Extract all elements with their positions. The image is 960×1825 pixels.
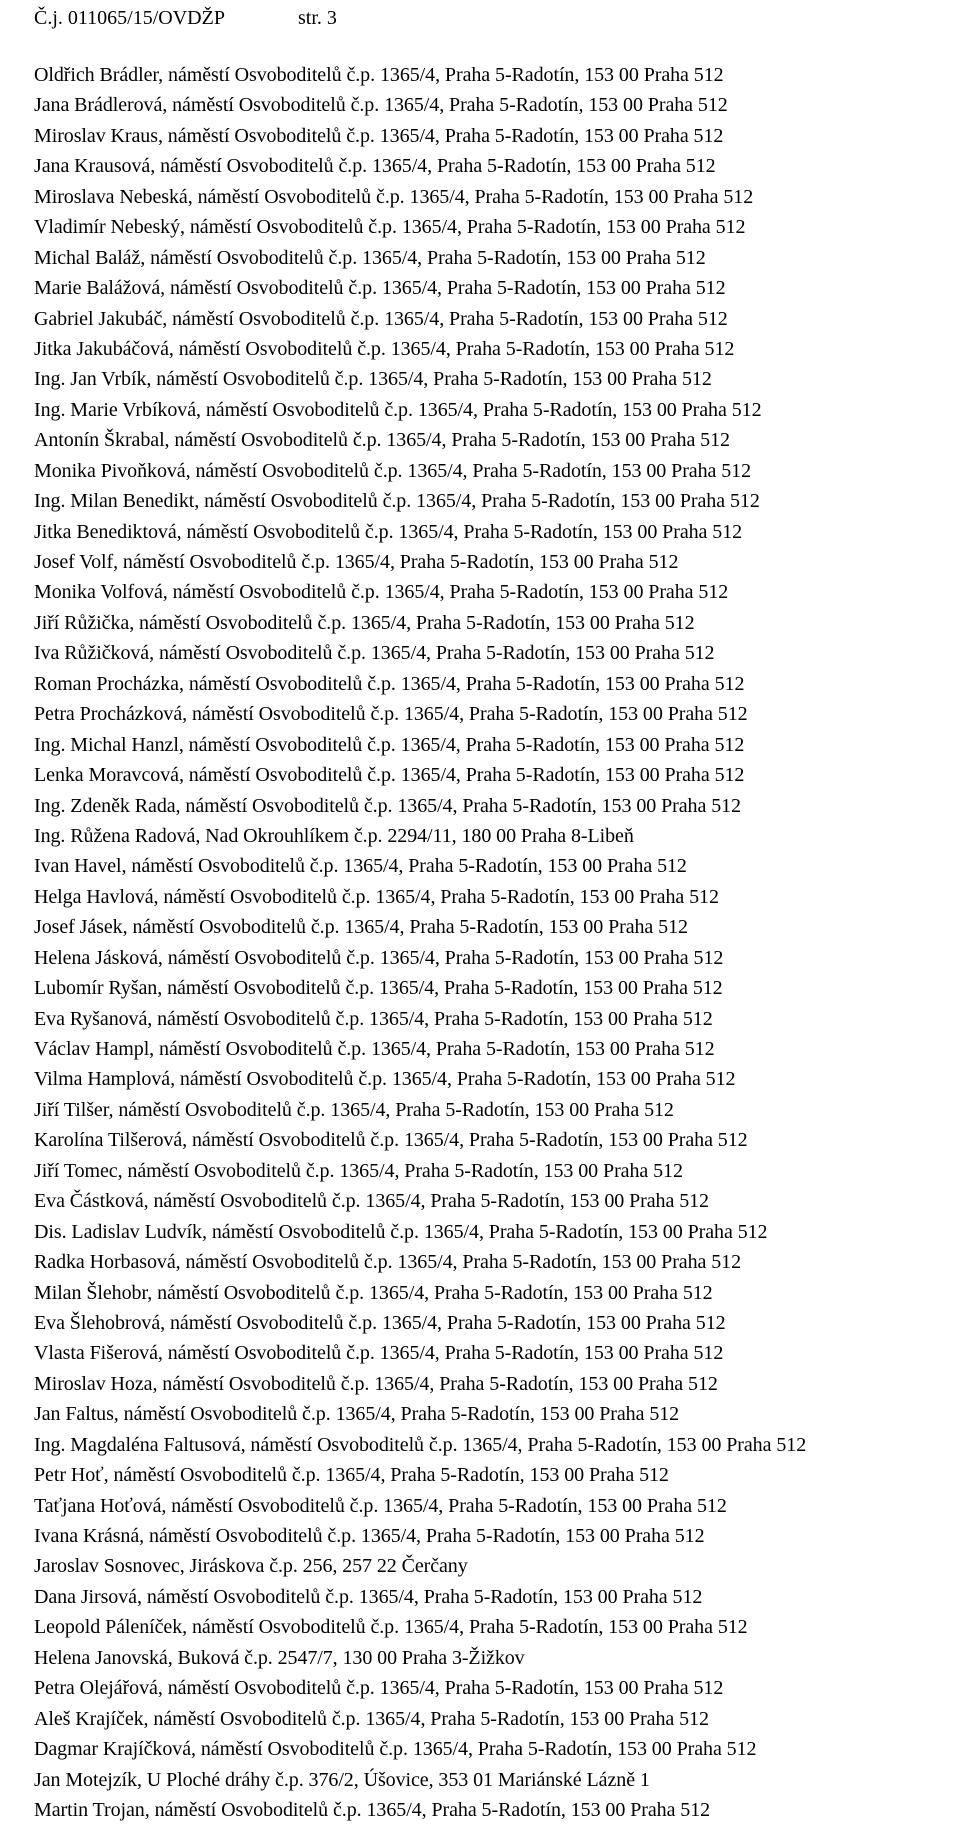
list-item: Jiří Tilšer, náměstí Osvoboditelů č.p. 1365/4, Praha 5-Radotín, 153 00 Praha 512 bbox=[34, 1098, 674, 1121]
list-item: Eva Částková, náměstí Osvoboditelů č.p. 1365/4, Praha 5-Radotín, 153 00 Praha 512 bbox=[34, 1190, 709, 1213]
list-item: Jiří Růžička, náměstí Osvoboditelů č.p. 1365/4, Praha 5-Radotín, 153 00 Praha 512 bbox=[34, 611, 695, 634]
list-item: Helga Havlová, náměstí Osvoboditelů č.p. 1365/4, Praha 5-Radotín, 153 00 Praha 512 bbox=[34, 885, 719, 908]
list-item: Roman Procházka, náměstí Osvoboditelů č.p. 1365/4, Praha 5-Radotín, 153 00 Praha 512 bbox=[34, 672, 745, 695]
list-item: Miroslav Hoza, náměstí Osvoboditelů č.p. 1365/4, Praha 5-Radotín, 153 00 Praha 512 bbox=[34, 1372, 718, 1395]
list-item: Ing. Růžena Radová, Nad Okrouhlíkem č.p. 2294/11, 180 00 Praha 8-Libeň bbox=[34, 824, 634, 847]
list-item: Ivan Havel, náměstí Osvoboditelů č.p. 1365/4, Praha 5-Radotín, 153 00 Praha 512 bbox=[34, 855, 687, 878]
list-item: Oldřich Brádler, náměstí Osvoboditelů č.p. 1365/4, Praha 5-Radotín, 153 00 Praha 512 bbox=[34, 64, 724, 86]
list-item: Vladimír Nebeský, náměstí Osvoboditelů č.p. 1365/4, Praha 5-Radotín, 153 00 Praha 512 bbox=[34, 216, 746, 239]
page-number: str. 3 bbox=[298, 7, 337, 29]
list-item: Jaroslav Sosnovec, Jiráskova č.p. 256, 257 22 Čerčany bbox=[34, 1555, 468, 1578]
list-item: Ing. Zdeněk Rada, náměstí Osvoboditelů č.p. 1365/4, Praha 5-Radotín, 153 00 Praha 512 bbox=[34, 794, 741, 817]
list-item: Petra Procházková, náměstí Osvoboditelů č.p. 1365/4, Praha 5-Radotín, 153 00 Praha 512 bbox=[34, 703, 748, 726]
list-item: Milan Šlehobr, náměstí Osvoboditelů č.p. 1365/4, Praha 5-Radotín, 153 00 Praha 512 bbox=[34, 1281, 713, 1304]
list-item: Jitka Jakubáčová, náměstí Osvoboditelů č.p. 1365/4, Praha 5-Radotín, 153 00 Praha 512 bbox=[34, 337, 735, 360]
list-item: Jan Motejzík, U Ploché dráhy č.p. 376/2, Úšovice, 353 01 Mariánské Lázně 1 bbox=[34, 1768, 650, 1791]
list-item: Helena Janovská, Buková č.p. 2547/7, 130 00 Praha 3-Žižkov bbox=[34, 1646, 525, 1669]
list-item: Eva Ryšanová, náměstí Osvoboditelů č.p. 1365/4, Praha 5-Radotín, 153 00 Praha 512 bbox=[34, 1007, 713, 1030]
reference-number: Č.j. 011065/15/OVDŽP bbox=[34, 7, 225, 29]
list-item: Ing. Marie Vrbíková, náměstí Osvoboditelů č.p. 1365/4, Praha 5-Radotín, 153 00 Praha 512 bbox=[34, 398, 762, 421]
list-item: Ing. Michal Hanzl, náměstí Osvoboditelů č.p. 1365/4, Praha 5-Radotín, 153 00 Praha 512 bbox=[34, 733, 745, 756]
list-item: Ivana Krásná, náměstí Osvoboditelů č.p. 1365/4, Praha 5-Radotín, 153 00 Praha 512 bbox=[34, 1525, 705, 1547]
list-item: Ing. Magdaléna Faltusová, náměstí Osvoboditelů č.p. 1365/4, Praha 5-Radotín, 153 00 Praha 512 bbox=[34, 1433, 807, 1456]
list-item: Lubomír Ryšan, náměstí Osvoboditelů č.p. 1365/4, Praha 5-Radotín, 153 00 Praha 512 bbox=[34, 977, 723, 1000]
list-item: Miroslav Kraus, náměstí Osvoboditelů č.p. 1365/4, Praha 5-Radotín, 153 00 Praha 512 bbox=[34, 124, 724, 147]
list-item: Helena Jásková, náměstí Osvoboditelů č.p. 1365/4, Praha 5-Radotín, 153 00 Praha 512 bbox=[34, 946, 724, 969]
list-item: Aleš Krajíček, náměstí Osvoboditelů č.p. 1365/4, Praha 5-Radotín, 153 00 Praha 512 bbox=[34, 1707, 709, 1730]
list-item: Ing. Jan Vrbík, náměstí Osvoboditelů č.p. 1365/4, Praha 5-Radotín, 153 00 Praha 512 bbox=[34, 368, 712, 391]
list-item: Miroslava Nebeská, náměstí Osvoboditelů č.p. 1365/4, Praha 5-Radotín, 153 00 Praha 512 bbox=[34, 185, 754, 208]
list-item: Dana Jirsová, náměstí Osvoboditelů č.p. 1365/4, Praha 5-Radotín, 153 00 Praha 512 bbox=[34, 1585, 703, 1608]
list-item: Marie Balážová, náměstí Osvoboditelů č.p. 1365/4, Praha 5-Radotín, 153 00 Praha 512 bbox=[34, 277, 726, 300]
page-header bbox=[34, 4, 960, 34]
list-item: Lenka Moravcová, náměstí Osvoboditelů č.p. 1365/4, Praha 5-Radotín, 153 00 Praha 512 bbox=[34, 764, 745, 787]
list-item: Ing. Milan Benedikt, náměstí Osvoboditelů č.p. 1365/4, Praha 5-Radotín, 153 00 Praha 512 bbox=[34, 490, 760, 513]
list-item: Karolína Tilšerová, náměstí Osvoboditelů č.p. 1365/4, Praha 5-Radotín, 153 00 Praha 512 bbox=[34, 1129, 748, 1152]
list-item: Dagmar Krajíčková, náměstí Osvoboditelů č.p. 1365/4, Praha 5-Radotín, 153 00 Praha 512 bbox=[34, 1738, 757, 1761]
list-item: Josef Jásek, náměstí Osvoboditelů č.p. 1365/4, Praha 5-Radotín, 153 00 Praha 512 bbox=[34, 916, 688, 939]
list-item: Taťjana Hoťová, náměstí Osvoboditelů č.p. 1365/4, Praha 5-Radotín, 153 00 Praha 512 bbox=[34, 1494, 727, 1517]
list-item: Jana Krausová, náměstí Osvoboditelů č.p. 1365/4, Praha 5-Radotín, 153 00 Praha 512 bbox=[34, 155, 716, 178]
list-item: Leopold Páleníček, náměstí Osvoboditelů č.p. 1365/4, Praha 5-Radotín, 153 00 Praha 512 bbox=[34, 1616, 748, 1639]
list-item: Jan Faltus, náměstí Osvoboditelů č.p. 1365/4, Praha 5-Radotín, 153 00 Praha 512 bbox=[34, 1403, 680, 1426]
list-item: Josef Volf, náměstí Osvoboditelů č.p. 1365/4, Praha 5-Radotín, 153 00 Praha 512 bbox=[34, 551, 679, 573]
list-item: Vlasta Fišerová, náměstí Osvoboditelů č.p. 1365/4, Praha 5-Radotín, 153 00 Praha 512 bbox=[34, 1342, 724, 1365]
list-item: Jitka Benediktová, náměstí Osvoboditelů č.p. 1365/4, Praha 5-Radotín, 153 00 Praha 512 bbox=[34, 520, 743, 543]
list-item: Václav Hampl, náměstí Osvoboditelů č.p. 1365/4, Praha 5-Radotín, 153 00 Praha 512 bbox=[34, 1038, 715, 1060]
list-item: Dis. Ladislav Ludvík, náměstí Osvoboditelů č.p. 1365/4, Praha 5-Radotín, 153 00 Praha 512 bbox=[34, 1220, 768, 1243]
list-item: Jiří Tomec, náměstí Osvoboditelů č.p. 1365/4, Praha 5-Radotín, 153 00 Praha 512 bbox=[34, 1159, 683, 1182]
list-item: Michal Baláž, náměstí Osvoboditelů č.p. 1365/4, Praha 5-Radotín, 153 00 Praha 512 bbox=[34, 246, 706, 269]
list-item: Eva Šlehobrová, náměstí Osvoboditelů č.p. 1365/4, Praha 5-Radotín, 153 00 Praha 512 bbox=[34, 1311, 726, 1334]
list-item: Monika Pivoňková, náměstí Osvoboditelů č.p. 1365/4, Praha 5-Radotín, 153 00 Praha 512 bbox=[34, 459, 752, 482]
recipient-list bbox=[34, 60, 960, 1825]
list-item: Petra Olejářová, náměstí Osvoboditelů č.p. 1365/4, Praha 5-Radotín, 153 00 Praha 512 bbox=[34, 1677, 724, 1700]
list-item: Vilma Hamplová, náměstí Osvoboditelů č.p. 1365/4, Praha 5-Radotín, 153 00 Praha 512 bbox=[34, 1068, 736, 1091]
list-item: Jana Brádlerová, náměstí Osvoboditelů č.p. 1365/4, Praha 5-Radotín, 153 00 Praha 512 bbox=[34, 94, 728, 117]
list-item: Martin Trojan, náměstí Osvoboditelů č.p. 1365/4, Praha 5-Radotín, 153 00 Praha 512 bbox=[34, 1798, 711, 1821]
list-item: Antonín Škrabal, náměstí Osvoboditelů č.p. 1365/4, Praha 5-Radotín, 153 00 Praha 512 bbox=[34, 429, 730, 452]
list-item: Radka Horbasová, náměstí Osvoboditelů č.p. 1365/4, Praha 5-Radotín, 153 00 Praha 512 bbox=[34, 1251, 742, 1274]
list-item: Monika Volfová, náměstí Osvoboditelů č.p. 1365/4, Praha 5-Radotín, 153 00 Praha 512 bbox=[34, 581, 729, 604]
list-item: Petr Hoť, náměstí Osvoboditelů č.p. 1365/4, Praha 5-Radotín, 153 00 Praha 512 bbox=[34, 1464, 669, 1487]
list-item: Iva Růžičková, náměstí Osvoboditelů č.p. 1365/4, Praha 5-Radotín, 153 00 Praha 512 bbox=[34, 642, 715, 665]
list-item: Gabriel Jakubáč, náměstí Osvoboditelů č.p. 1365/4, Praha 5-Radotín, 153 00 Praha 512 bbox=[34, 307, 728, 330]
